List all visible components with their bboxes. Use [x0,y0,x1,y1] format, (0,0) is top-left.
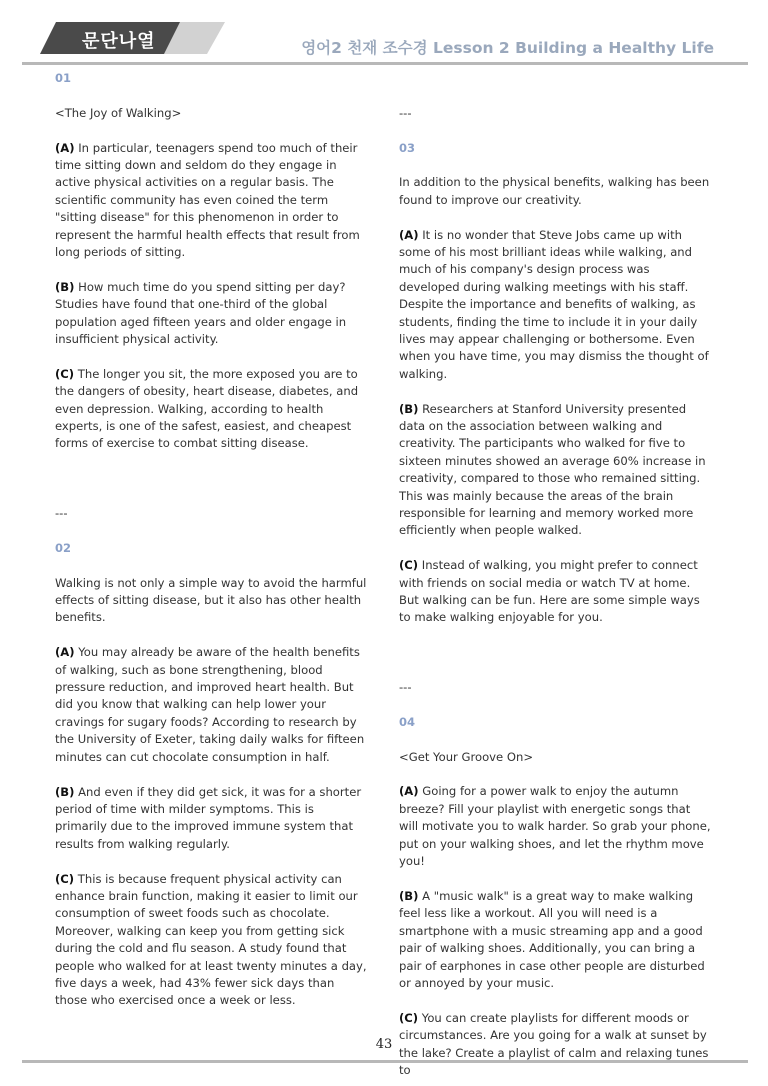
paragraph-marker: (A) [55,645,75,660]
paragraph-a [55,644,369,766]
paragraph-b [55,784,369,854]
paragraph-b [55,279,369,349]
paragraph-marker: (B) [399,401,419,416]
section-number: 01 [55,71,72,85]
paragraph-text: Instead of walking, you might prefer to connect with friends on social media or watch TV at home. But walking can be fun. Here are some simple ways to make walking enjoyable for you. [399,558,700,625]
section-separator: --- [399,680,412,695]
paragraph-text: Researchers at Stanford University presented data on the association between walking and creativity. The participants who walked for five to sixteen minutes showed an average 60% increase in creativity, compared to those who remained sitting. This was mainly because the areas of the brain responsible for learning and memory worked more efficiently when people walked. [399,401,706,538]
paragraph-a [55,140,369,262]
section-number: 04 [399,714,416,729]
paragraph-text: And even if they did get sick, it was for a shorter period of time with milder symptoms. This is primarily due to the improved immune system that results from walking regularly. [55,784,362,851]
section-title: <The Joy of Walking> [55,105,182,120]
paragraph-b [399,888,713,992]
section-separator: --- [399,105,412,120]
paragraph-c [399,557,713,627]
paragraph-text: In particular, teenagers spend too much of their time sitting down and seldom do they engage in active physical activities on a regular basis. The scientific community has even coined the term "sitting disease" for this phenomenon in order to represent the harmful health effects that result from long periods of sitting. [55,140,360,260]
section-number: 03 [399,140,416,155]
section-number: 02 [55,540,72,555]
paragraph-c [55,871,369,1010]
paragraph-text: Going for a power walk to enjoy the autumn breeze? Fill your playlist with energetic songs that will motivate you to walk harder. So grab your phone, put on your walking shoes, and let the rhythm move you! [399,784,711,869]
paragraph-a [399,783,713,870]
page-header [0,0,768,70]
paragraph-marker: (B) [55,279,75,294]
paragraph-text: It is no wonder that Steve Jobs came up with some of his most brilliant ideas while walking, and much of his company's design process was developed during walking meetings with his staff. Despite the importance and benefits of walking, as students, finding the time to include it in your daily lives may appear challenging or bothersome. Even when you have time, you may dismiss the thought of walking. [399,227,709,381]
paragraph-text: You can create playlists for different moods or circumstances. Are you going for a walk at sunset by the lake? Create a playlist of calm and relaxing tunes to [399,1010,709,1077]
paragraph-marker: (B) [55,784,75,799]
section-separator: --- [55,506,68,521]
paragraph-c [55,366,369,453]
paragraph-text: A "music walk" is a great way to make walking feel less like a workout. All you will need is a smartphone with a music streaming app and a good pair of walking shoes. Additionally, you can bring a pair of earphones in case other people are disturbed or annoyed by your music. [399,888,705,990]
section-title: <Get Your Groove On> [399,749,534,764]
paragraph-marker: (C) [55,871,75,886]
header-tab-label: 문단나열 [82,31,156,52]
paragraph-marker: (A) [399,784,419,799]
paragraph-text: The longer you sit, the more exposed you are to the dangers of obesity, heart disease, diabetes, and even depression. Walking, according to health experts, is one of the safest, easiest, and cheapest forms of exercise to combat sitting disease. [55,366,359,451]
right-column [399,70,713,1079]
paragraph-text: This is because frequent physical activity can enhance brain function, making it easier to limit our consumption of sweet foods such as chocolate. Moreover, walking can keep you from getting sick during the cold and flu season. A study found that people who walked for at least twenty minutes a day, five days a week, had 43% fewer sick days than those who exercised once a week or less. [55,871,367,1008]
section-intro: Walking is not only a simple way to avoid the harmful effects of sitting disease, but it also has other health benefits. [55,575,367,625]
paragraph-text: You may already be aware of the health benefits of walking, such as bone strengthening, blood pressure reduction, and improved heart health. But did you know that walking can help lower your cravings for sugary foods? According to research by the University of Exeter, taking daily walks for fifteen minutes can cut chocolate consumption in half. [55,645,365,764]
section-intro: In addition to the physical benefits, walking has been found to improve our creativity. [399,175,710,207]
paragraph-marker: (A) [399,227,419,242]
paragraph-marker: (A) [55,140,75,155]
paragraph-marker: (C) [399,1010,419,1025]
page-number: 43 [375,1037,393,1052]
paragraph-marker: (B) [399,888,419,903]
header-title: 영어2 천재 조수경 Lesson 2 Building a Healthy Life [301,39,714,57]
paragraph-b [399,401,713,540]
paragraph-text: How much time do you spend sitting per day? Studies have found that one-third of the global population aged fifteen years and older engage in insufficient physical activity. [55,279,347,347]
paragraph-marker: (C) [399,558,419,573]
left-column [55,70,369,1010]
footer-rule [22,1060,748,1063]
header-rule [22,62,748,65]
paragraph-marker: (C) [55,366,75,381]
paragraph-a [399,227,713,384]
